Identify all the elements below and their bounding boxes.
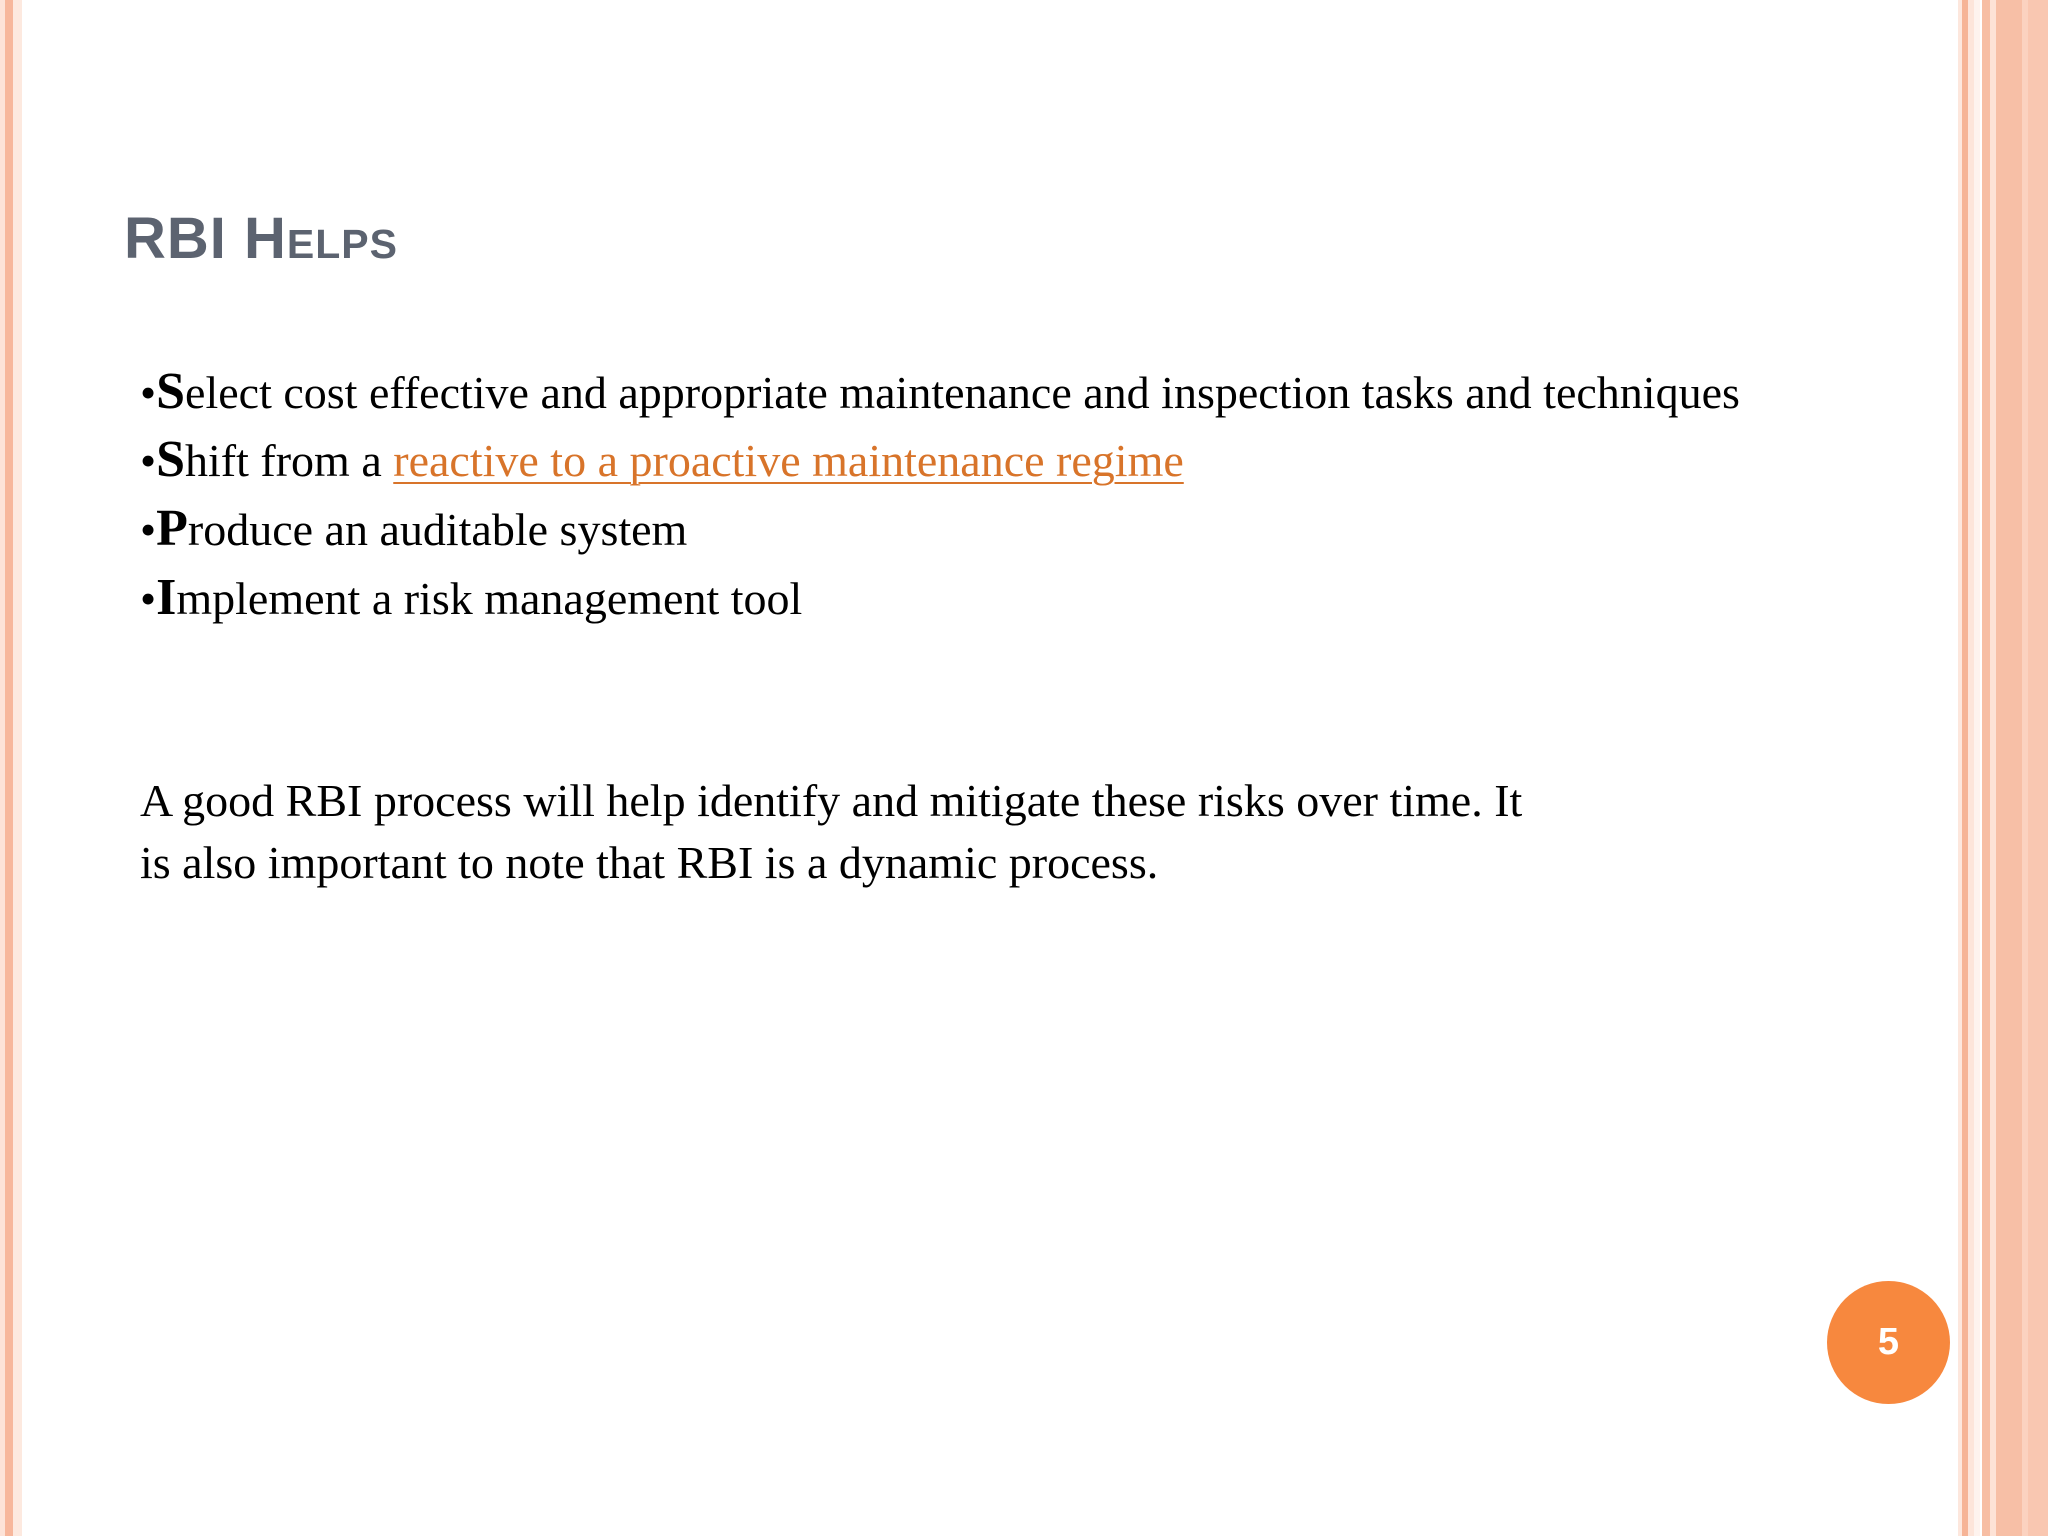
left-decorative-border (0, 0, 22, 1536)
bullet-initial: S (156, 431, 186, 488)
page-number-badge (1827, 1281, 1950, 1404)
bullet-text: mplement a risk management tool (176, 573, 803, 624)
bullet-marker: • (140, 504, 157, 555)
bullet-initial: I (156, 569, 177, 626)
bullet-marker: • (140, 367, 157, 418)
summary-paragraph (140, 770, 1740, 894)
bullet-text: elect cost effective and appropriate maintenance and inspection tasks and techniques (185, 367, 1740, 418)
right-decorative-border (1958, 0, 2048, 1536)
bullet-list (140, 360, 1805, 634)
bullet-marker: • (140, 435, 157, 486)
bullet-item (140, 427, 1805, 494)
page-number: 5 (1877, 1321, 1900, 1363)
bullet-marker: • (140, 573, 157, 624)
bullet-item (140, 565, 1805, 632)
slide-title: RBI Helps (124, 206, 398, 271)
bullet-text: roduce an auditable system (187, 504, 688, 555)
summary-line-1: A good RBI process will help identify and mitigate these risks over time. It (140, 775, 1523, 826)
bullet-initial: P (156, 500, 188, 557)
proactive-maintenance-link[interactable]: reactive to a proactive maintenance regime (393, 435, 1184, 486)
bullet-initial: S (156, 363, 186, 420)
bullet-item (140, 496, 1805, 563)
bullet-text: hift from a (185, 435, 394, 486)
summary-line-2: is also important to note that RBI is a dynamic process. (140, 837, 1159, 888)
bullet-item (140, 360, 1805, 425)
